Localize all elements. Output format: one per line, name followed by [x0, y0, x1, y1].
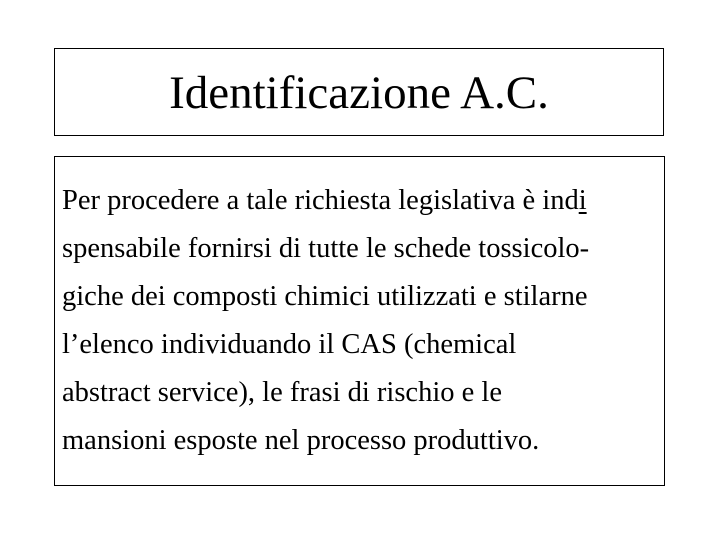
body-line-1-main: Per procedere a tale richiesta legislativa è ind: [62, 185, 579, 216]
title-box: [54, 48, 664, 136]
body-text-box: [54, 156, 665, 486]
body-line-2: spensabile fornirsi di tutte le schede tossicolo-: [62, 233, 590, 264]
body-line-4: l’elenco individuando il CAS (chemical: [62, 329, 517, 360]
body-line-3: giche dei composti chimici utilizzati e stilarne: [62, 281, 588, 312]
body-line-1: [62, 177, 664, 225]
body-line-1-underlined-letter: i: [578, 185, 587, 216]
slide-title: Identificazione A.C.: [169, 66, 549, 119]
body-line-5: abstract service), le frasi di rischio e le: [62, 377, 502, 408]
body-line-6: mansioni esposte nel processo produttivo.: [62, 425, 540, 456]
